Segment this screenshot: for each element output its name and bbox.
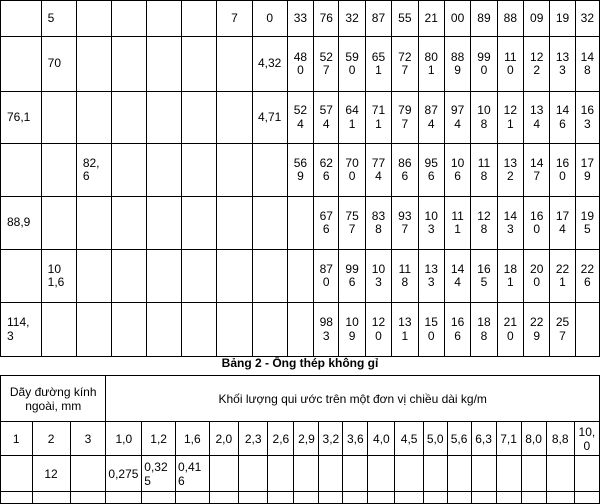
column-number: 10,0 — [574, 422, 599, 456]
table-cell: 106 — [444, 144, 470, 197]
table-cell: 889 — [444, 37, 470, 92]
table-cell — [111, 37, 146, 92]
table-cell: 19 — [550, 1, 575, 37]
table-cell: 70 — [41, 37, 76, 92]
table-cell: 874 — [418, 92, 444, 144]
table-cell — [111, 92, 146, 144]
table-row — [1, 303, 600, 357]
table-cell: 4,71 — [252, 92, 287, 144]
table-cell: 229 — [524, 303, 550, 357]
table-cell: 0 — [252, 1, 287, 37]
column-number: 3,6 — [343, 422, 368, 456]
table-cell: 12 — [32, 456, 70, 492]
table-cell: 7 — [217, 1, 252, 37]
table-cell — [182, 1, 217, 37]
table-cell: 122 — [524, 37, 550, 92]
table-cell — [111, 303, 146, 357]
table-cell — [546, 456, 574, 492]
table-cell: 32 — [339, 1, 365, 37]
table-cell — [182, 144, 217, 197]
table-cell — [147, 250, 182, 303]
table-cell: 103 — [365, 250, 391, 303]
table-cell — [252, 250, 287, 303]
table-cell: 76,1 — [1, 92, 42, 144]
table-cell — [41, 197, 76, 250]
table-cell: 00 — [444, 1, 470, 37]
table-cell — [343, 456, 368, 492]
table-cell: 0,416 — [175, 456, 209, 492]
table-cell — [209, 456, 238, 492]
column-number: 2,0 — [209, 422, 238, 456]
column-number: 8,0 — [521, 422, 546, 456]
table-cell — [1, 37, 42, 92]
column-number: 2,6 — [268, 422, 294, 456]
column-number: 1,2 — [142, 422, 176, 456]
column-number: 1,0 — [106, 422, 142, 456]
table-2-caption: Bảng 2 - Ống thép không gỉ — [221, 356, 379, 370]
table-cell: 188 — [471, 303, 497, 357]
table-cell — [76, 1, 111, 37]
table-cell: 221 — [550, 250, 575, 303]
table-cell: 727 — [392, 37, 418, 92]
column-number: 2,9 — [294, 422, 319, 456]
table-cell: 147 — [524, 144, 550, 197]
table-cell — [182, 92, 217, 144]
table-cell: 144 — [444, 250, 470, 303]
table-cell — [1, 1, 42, 37]
table-cell — [217, 250, 252, 303]
column-number: 1,6 — [175, 422, 209, 456]
table-cell: 131 — [392, 303, 418, 357]
table-cell — [287, 250, 313, 303]
table-cell: 838 — [365, 197, 391, 250]
table-cell — [287, 303, 313, 357]
table-cell: 179 — [575, 144, 599, 197]
table-cell: 5 — [41, 1, 76, 37]
table-cell — [41, 303, 76, 357]
table-cell: 165 — [471, 250, 497, 303]
table-cell: 120 — [365, 303, 391, 357]
column-number: 2 — [32, 422, 70, 456]
table-cell: 527 — [314, 37, 339, 92]
table-cell: 88 — [497, 1, 523, 37]
table-cell — [268, 456, 294, 492]
table-cell — [147, 303, 182, 357]
table-cell: 983 — [314, 303, 339, 357]
table-cell — [1, 456, 33, 492]
table-cell — [319, 456, 343, 492]
column-number: 8,8 — [546, 422, 574, 456]
table-cell: 133 — [418, 250, 444, 303]
table-cell: 226 — [575, 250, 599, 303]
table-cell — [496, 456, 521, 492]
table-cell — [294, 456, 319, 492]
table-cell: 09 — [524, 1, 550, 37]
table-cell — [423, 456, 447, 492]
table-cell: 143 — [497, 197, 523, 250]
table-cell — [368, 456, 395, 492]
header-mass: Khối lượng qui ước trên một đơn vị chiều dài kg/m — [106, 376, 600, 422]
table-cell: 110 — [497, 37, 523, 92]
table-cell — [217, 92, 252, 144]
table-cell — [1, 144, 42, 197]
table-cell — [76, 303, 111, 357]
table-cell — [76, 250, 111, 303]
table-cell: 257 — [550, 303, 575, 357]
table-cell: 109 — [339, 303, 365, 357]
table-cell: 134 — [524, 92, 550, 144]
table-cell — [70, 456, 106, 492]
table-cell — [76, 37, 111, 92]
table-cell: 166 — [444, 303, 470, 357]
table-cell — [574, 456, 599, 492]
table-cell: 700 — [339, 144, 365, 197]
column-number: 1 — [1, 422, 33, 456]
table-cell: 574 — [314, 92, 339, 144]
table-cell — [217, 37, 252, 92]
table-cell — [147, 37, 182, 92]
table-cell — [252, 197, 287, 250]
table-cell: 160 — [550, 144, 575, 197]
table-cell — [395, 456, 423, 492]
table-cell: 0,325 — [142, 456, 176, 492]
table-cell: 4,32 — [252, 37, 287, 92]
table-cell: 55 — [392, 1, 418, 37]
table-cell — [238, 456, 267, 492]
table-cell: 774 — [365, 144, 391, 197]
column-number: 7,1 — [496, 422, 521, 456]
table-cell — [182, 197, 217, 250]
table-cell — [111, 250, 146, 303]
table-cell: 114,3 — [1, 303, 42, 357]
column-number: 2,3 — [238, 422, 267, 456]
table-cell — [41, 92, 76, 144]
table-cell: 128 — [471, 197, 497, 250]
column-number: 4,5 — [395, 422, 423, 456]
column-number: 3,2 — [319, 422, 343, 456]
table-cell — [521, 456, 546, 492]
table-row — [1, 1, 600, 37]
table-cell — [182, 303, 217, 357]
table-cell: 76 — [314, 1, 339, 37]
table-2 — [0, 375, 600, 504]
column-number: 3 — [70, 422, 106, 456]
table-cell: 89 — [471, 1, 497, 37]
table-cell — [1, 250, 42, 303]
table-row — [1, 144, 600, 197]
table-row — [1, 250, 600, 303]
table-cell: 33 — [287, 1, 313, 37]
table-cell: 160 — [524, 197, 550, 250]
table-cell — [447, 456, 471, 492]
column-number: 6,3 — [471, 422, 496, 456]
table-cell: 990 — [471, 37, 497, 92]
table-cell: 974 — [444, 92, 470, 144]
table-cell: 174 — [550, 197, 575, 250]
table-row — [1, 92, 600, 144]
table-cell — [41, 144, 76, 197]
table-cell — [147, 197, 182, 250]
table-cell — [182, 37, 217, 92]
table-cell: 121 — [497, 92, 523, 144]
table-cell — [217, 303, 252, 357]
table-cell — [182, 250, 217, 303]
table-cell — [111, 144, 146, 197]
table-cell: 101,6 — [41, 250, 76, 303]
table-cell: 88,9 — [1, 197, 42, 250]
table-cell: 181 — [497, 250, 523, 303]
table-cell: 148 — [575, 37, 599, 92]
table-cell: 103 — [418, 197, 444, 250]
table-row — [1, 37, 600, 92]
table-cell: 82,6 — [76, 144, 111, 197]
table-cell: 651 — [365, 37, 391, 92]
table-cell — [471, 456, 496, 492]
table-cell — [217, 197, 252, 250]
column-number: 5,6 — [447, 422, 471, 456]
table-cell — [287, 197, 313, 250]
table-cell: 996 — [339, 250, 365, 303]
table-cell: 32 — [575, 1, 599, 37]
table-cell — [111, 197, 146, 250]
table-cell — [217, 144, 252, 197]
table-cell: 480 — [287, 37, 313, 92]
table-cell: 676 — [314, 197, 339, 250]
table-cell: 524 — [287, 92, 313, 144]
table-cell: 956 — [418, 144, 444, 197]
table-cell: 870 — [314, 250, 339, 303]
column-number: 4,0 — [368, 422, 395, 456]
table-cell — [252, 303, 287, 357]
table-cell — [147, 92, 182, 144]
table-cell: 133 — [550, 37, 575, 92]
table-cell: 797 — [392, 92, 418, 144]
table-cell: 163 — [575, 92, 599, 144]
column-number: 5,0 — [423, 422, 447, 456]
table-cell: 590 — [339, 37, 365, 92]
table-cell: 801 — [418, 37, 444, 92]
table-cell — [575, 303, 599, 357]
table-cell: 0,275 — [106, 456, 142, 492]
table-cell: 711 — [365, 92, 391, 144]
table-cell: 641 — [339, 92, 365, 144]
table-cell: 111 — [444, 197, 470, 250]
table-cell — [147, 1, 182, 37]
table-cell: 757 — [339, 197, 365, 250]
table-cell: 21 — [418, 1, 444, 37]
table-cell: 118 — [471, 144, 497, 197]
table-cell — [76, 92, 111, 144]
table-cell: 118 — [392, 250, 418, 303]
table-cell: 146 — [550, 92, 575, 144]
table-cell: 87 — [365, 1, 391, 37]
table-row — [1, 197, 600, 250]
table-cell: 108 — [471, 92, 497, 144]
table-cell: 569 — [287, 144, 313, 197]
header-outer-diameter: Dãy đường kính ngoài, mm — [1, 376, 106, 422]
table-cell: 626 — [314, 144, 339, 197]
table-cell: 866 — [392, 144, 418, 197]
table-cell — [76, 197, 111, 250]
table-cell: 210 — [497, 303, 523, 357]
table-cell: 195 — [575, 197, 599, 250]
table-cell — [252, 144, 287, 197]
table-cell: 937 — [392, 197, 418, 250]
table-cell: 132 — [497, 144, 523, 197]
table-cell: 200 — [524, 250, 550, 303]
table-cell — [147, 144, 182, 197]
table-cell: 150 — [418, 303, 444, 357]
table-cell — [111, 1, 146, 37]
